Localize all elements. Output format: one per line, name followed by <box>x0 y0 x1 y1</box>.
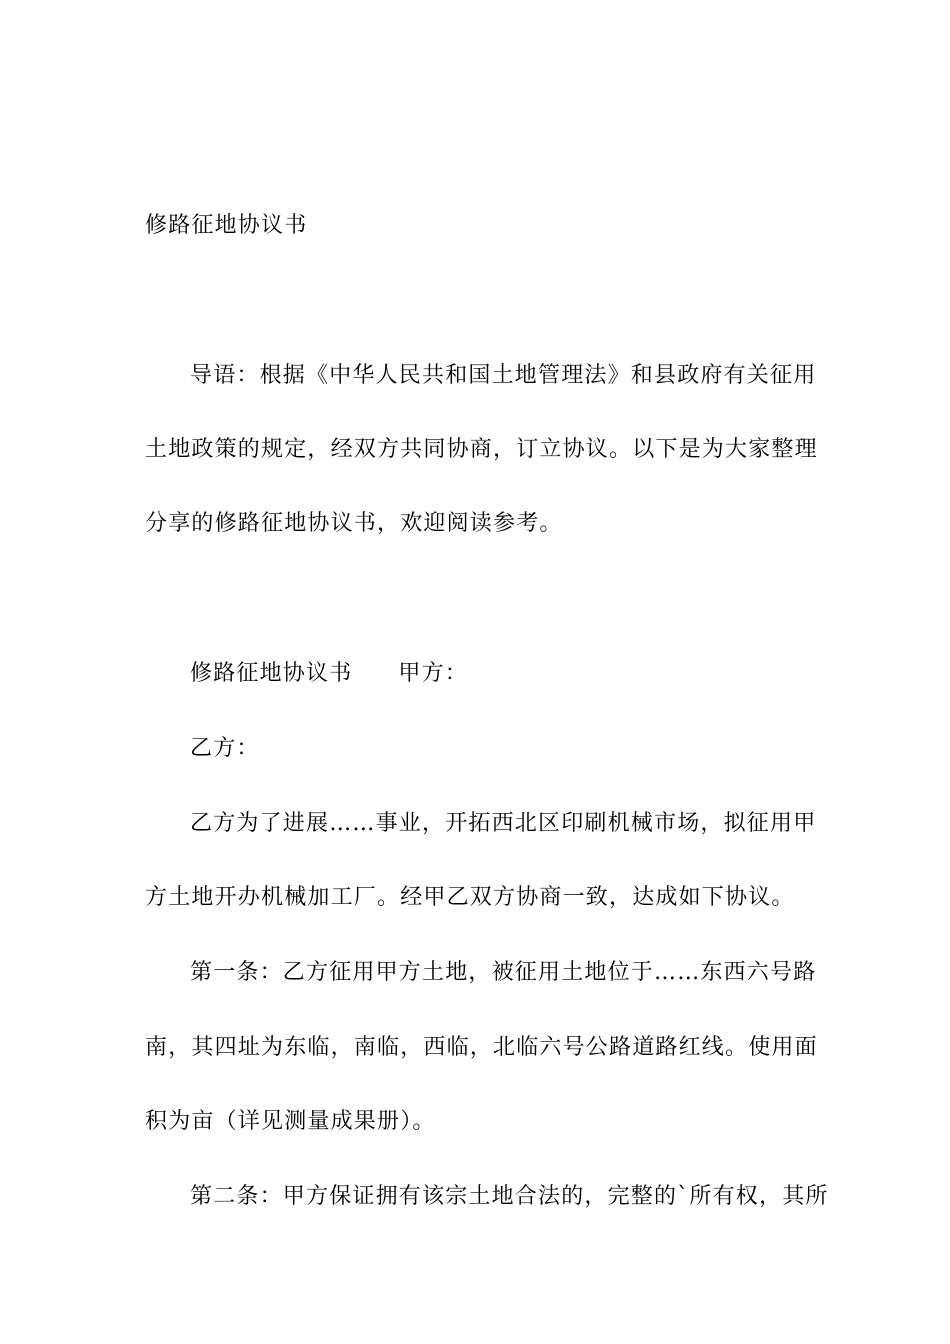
intro-line-3: 分享的修路征地协议书，欢迎阅读参考。 <box>145 511 563 536</box>
body-line-2: 方土地开办机械加工厂。经甲乙双方协商一致，达成如下协议。 <box>145 885 795 910</box>
body-line-4: 南，其四址为东临，南临，西临，北临六号公路道路红线。使用面 <box>145 1035 818 1060</box>
document-title: 修路征地协议书 <box>145 213 308 238</box>
intro-line-2: 土地政策的规定，经双方共同协商，订立协议。以下是为大家整理 <box>145 437 818 462</box>
body-line-6: 第二条：甲方保证拥有该宗土地合法的，完整的`所有权，其所 <box>190 1184 829 1209</box>
party-b-label: 乙方： <box>190 736 260 761</box>
agreement-heading <box>190 659 468 689</box>
body-line-5: 积为亩（详见测量成果册）。 <box>145 1109 436 1134</box>
party-a-label: 甲方： <box>398 661 469 686</box>
intro-line-1: 导语：根据《中华人民共和国土地管理法》和县政府有关征用 <box>190 363 817 388</box>
body-line-3: 第一条：乙方征用甲方土地，被征用土地位于……东西六号路 <box>190 960 817 985</box>
body-line-1: 乙方为了进展……事业，开拓西北区印刷机械市场，拟征用甲 <box>190 811 817 836</box>
agreement-heading-title: 修路征地协议书 <box>190 661 353 686</box>
